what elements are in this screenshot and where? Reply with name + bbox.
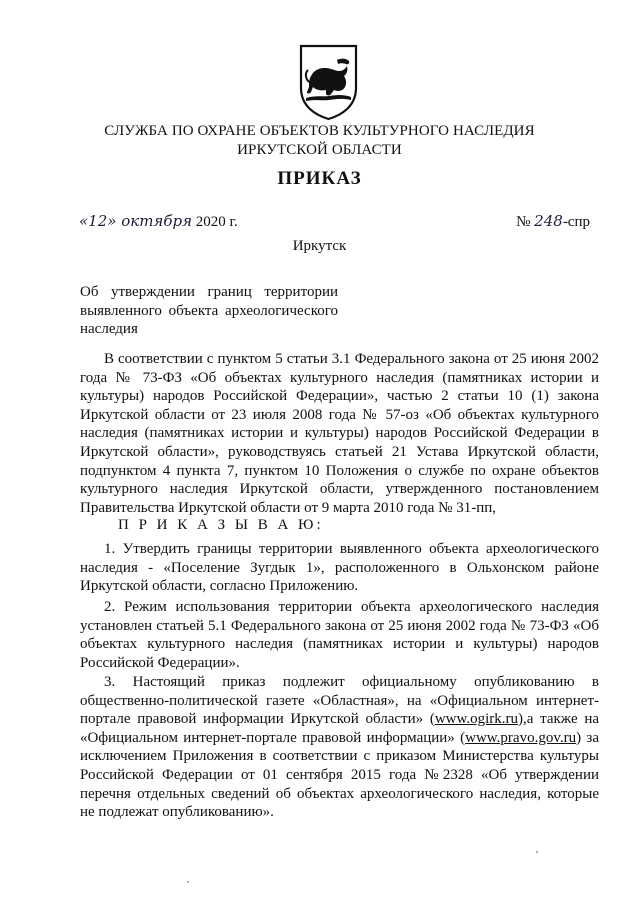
- number-sign: №: [516, 214, 531, 230]
- organization-name-line1: СЛУЖБА ПО ОХРАНЕ ОБЪЕКТОВ КУЛЬТУРНОГО НАСЛЕДИЯ: [104, 123, 535, 139]
- subject-line1: Об утверждении границ территории: [80, 284, 338, 300]
- order-number: [516, 212, 590, 231]
- coat-of-arms-icon: [297, 44, 360, 121]
- document-type-title: ПРИКАЗ: [277, 168, 362, 189]
- item-1-block: [80, 540, 599, 596]
- organization-name-line2: ИРКУТСКОЙ ОБЛАСТИ: [237, 142, 402, 158]
- item-3-text-a: 3. Настоящий приказ подлежит официальному опубликованию в общественно-политической газете «Областная», на «Официальном интернет-портале правовой информации Иркутской области» (: [80, 674, 599, 728]
- preamble-paragraph: В соответствии с пунктом 5 статьи 3.1 Федерального закона от 25 июня 2002 года № 73-ФЗ «Об объектах культурного наследия (памятниках истории и культуры) народов Российской Федерации», частью 2 статьи 10 (1) закона Иркутской области от 23 июля 2008 года № 57-оз «Об объектах культурного наследия (памятниках истории и культуры) народов Российской Федерации в Иркутской области», руководствуясь статьей 21 Устава Иркутской области, подпунктом 4 пункта 7, пунктом 10 Положения о службе по охране объектов культурного наследия Иркутской области, утвержденного постановлением Правительства Иркутской области от 9 марта 2010 года № 31-пп,: [80, 351, 599, 516]
- ogirk-link[interactable]: www.ogirk.ru: [434, 711, 519, 728]
- order-heading: П Р И К А З Ы В А Ю:: [118, 517, 324, 533]
- city-name: Иркутск: [292, 238, 347, 254]
- order-date: [79, 212, 238, 231]
- order-year: 2020 г.: [195, 214, 238, 230]
- order-item-3: [80, 673, 599, 822]
- handwritten-date: «12» октября: [79, 212, 193, 230]
- item-3-block: [80, 673, 599, 822]
- subject-line2: выявленного объекта археологического: [80, 302, 338, 319]
- item-2-block: [80, 598, 599, 672]
- scan-speck: [187, 881, 189, 883]
- item-3-text-b: ),а также на «Официальном интернет-портале правовой информации» (: [80, 711, 599, 746]
- pravo-link[interactable]: www.pravo.gov.ru: [465, 729, 577, 746]
- number-suffix: -спр: [562, 214, 590, 230]
- order-subject: [80, 283, 338, 339]
- subject-line3: наследия: [80, 321, 138, 337]
- order-item-2: 2. Режим использования территории объекта археологического наследия установлен статьей 5.1 Федерального закона от 25 июня 2002 года № 73-ФЗ «Об объектах культурного наследия (памятниках истории и культуры) народов Российской Федерации».: [80, 599, 599, 671]
- scan-speck: [536, 851, 538, 853]
- preamble-block: [80, 350, 599, 517]
- handwritten-number: 248: [534, 212, 563, 230]
- order-item-1: 1. Утвердить границы территории выявленного объекта археологического наследия - «Поселение Зугдык 1», расположенного в Ольхонском районе Иркутской области, согласно Приложению.: [80, 541, 599, 595]
- item-3-text-c: ) за исключением Приложения в соответствии с приказом Министерства культуры Российской Федерации от 01 сентября 2015 года №2328 «Об утверждении перечня отдельных сведений об объектах археологического наследия, которые не подлежат опубликованию».: [80, 729, 599, 821]
